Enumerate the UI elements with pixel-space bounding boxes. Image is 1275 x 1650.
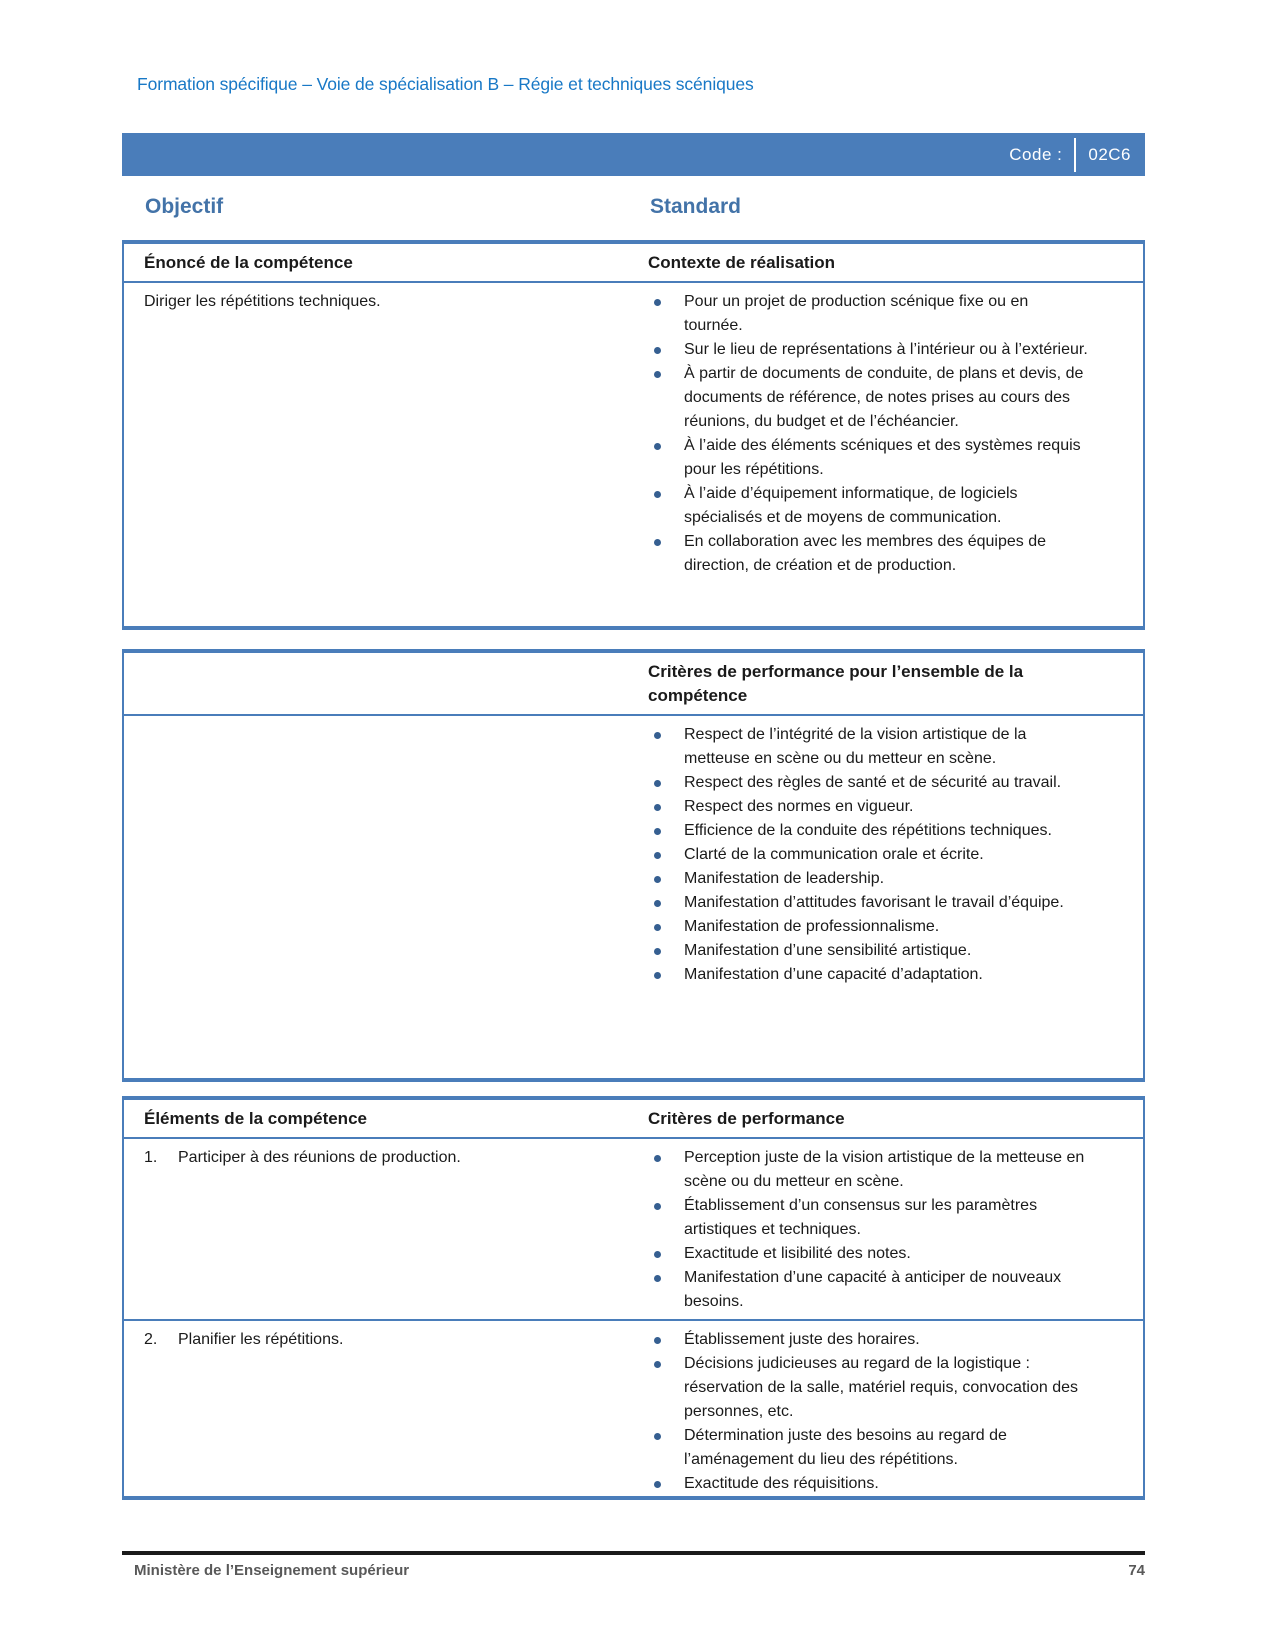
element-row-1 <box>124 1139 1143 1319</box>
bullet-icon <box>648 1424 684 1472</box>
criteres-ensemble-bullet-list <box>648 723 1088 987</box>
bullet-icon <box>648 290 684 338</box>
bullet-text: Sur le lieu de représentations à l’intérieur ou à l’extérieur. <box>684 341 1088 358</box>
bullet-item <box>648 915 1088 939</box>
table-header-row <box>124 653 1143 716</box>
bullet-text: Manifestation de leadership. <box>684 870 885 887</box>
bullet-icon <box>648 530 684 578</box>
bullet-text: Exactitude des réquisitions. <box>684 1475 879 1492</box>
bullet-item <box>648 1472 1088 1496</box>
criteres-ensemble-table <box>122 649 1145 1082</box>
bullet-item <box>648 1146 1088 1194</box>
bullet-item <box>648 482 1088 530</box>
bullet-icon <box>648 939 684 963</box>
bullet-item <box>648 795 1088 819</box>
enonce-contexte-table <box>122 240 1145 630</box>
bullet-item <box>648 771 1088 795</box>
bullet-icon <box>648 843 684 867</box>
table-body-row <box>124 716 1143 993</box>
bullet-item <box>648 1242 1088 1266</box>
header-enonce-competence: Énoncé de la compétence <box>144 253 353 272</box>
bullet-item <box>648 867 1088 891</box>
bullet-item <box>648 891 1088 915</box>
bullet-icon <box>648 915 684 939</box>
code-value: 02C6 <box>1088 144 1131 164</box>
bullet-item <box>648 362 1088 434</box>
standard-column-title: Standard <box>650 195 742 218</box>
bullet-text: Perception juste de la vision artistique de la metteuse en scène ou du metteur en scène. <box>684 1149 1085 1190</box>
bullet-text: Respect des normes en vigueur. <box>684 798 914 815</box>
bullet-item <box>648 723 1088 771</box>
bullet-item <box>648 434 1088 482</box>
element-item <box>144 1146 636 1170</box>
bullet-text: Respect des règles de santé et de sécurité au travail. <box>684 774 1062 791</box>
bullet-item <box>648 1352 1088 1424</box>
bullet-icon <box>648 963 684 987</box>
header-criteres-ensemble: Critères de performance pour l’ensemble de la compétence <box>648 662 1024 705</box>
elements-criteres-table <box>122 1096 1145 1500</box>
bullet-item <box>648 939 1088 963</box>
header-criteres-performance: Critères de performance <box>648 1109 845 1128</box>
bullet-text: Clarté de la communication orale et écrite. <box>684 846 984 863</box>
bullet-text: Efficience de la conduite des répétitions techniques. <box>684 822 1052 839</box>
bullet-text: Manifestation d’une sensibilité artistique. <box>684 942 972 959</box>
bullet-text: Établissement juste des horaires. <box>684 1331 920 1348</box>
bullet-text: Manifestation d’attitudes favorisant le travail d’équipe. <box>684 894 1064 911</box>
bullet-item <box>648 819 1088 843</box>
criteres-bullet-list <box>648 1146 1088 1314</box>
footer-ministry-label: Ministère de l’Enseignement supérieur <box>134 1562 410 1579</box>
breadcrumb: Formation spécifique – Voie de spécialisation B – Régie et techniques scéniques <box>137 74 754 94</box>
bullet-icon <box>648 1328 684 1352</box>
bullet-icon <box>648 434 684 482</box>
bullet-item <box>648 530 1088 578</box>
bullet-icon <box>648 771 684 795</box>
bullet-icon <box>648 891 684 915</box>
bullet-item <box>648 843 1088 867</box>
bullet-item <box>648 1194 1088 1242</box>
table-body-row <box>124 283 1143 584</box>
bullet-item <box>648 1266 1088 1314</box>
element-text: Participer à des réunions de production. <box>178 1149 461 1166</box>
bullet-item <box>648 290 1088 338</box>
bullet-icon <box>648 1472 684 1496</box>
table-header-row <box>124 244 1143 283</box>
bullet-text: Exactitude et lisibilité des notes. <box>684 1245 911 1262</box>
bullet-icon <box>648 362 684 434</box>
bullet-item <box>648 1424 1088 1472</box>
bullet-item <box>648 338 1088 362</box>
competence-statement: Diriger les répétitions techniques. <box>144 293 381 310</box>
footer-rule <box>122 1551 1145 1555</box>
header-elements-competence: Éléments de la compétence <box>144 1109 367 1128</box>
code-banner <box>122 133 1145 176</box>
bullet-item <box>648 1328 1088 1352</box>
bullet-icon <box>648 795 684 819</box>
bullet-text: À partir de documents de conduite, de plans et devis, de documents de référence, de notes prises au cours des réunions, du budget et de l’échéancier. <box>684 365 1084 430</box>
bullet-text: En collaboration avec les membres des équipes de direction, de création et de production. <box>684 533 1046 574</box>
page-number: 74 <box>1128 1562 1145 1579</box>
bullet-text: Respect de l’intégrité de la vision artistique de la metteuse en scène ou du metteur en scène. <box>684 726 1027 767</box>
code-divider <box>1074 138 1076 172</box>
header-contexte-realisation: Contexte de réalisation <box>648 253 836 272</box>
bullet-icon <box>648 1242 684 1266</box>
element-item <box>144 1328 636 1352</box>
bullet-text: Manifestation d’une capacité d’adaptation. <box>684 966 983 983</box>
bullet-text: Décisions judicieuses au regard de la logistique : réservation de la salle, matériel requis, convocation des personnes, etc. <box>684 1355 1078 1420</box>
bullet-icon <box>648 1194 684 1242</box>
bullet-text: À l’aide des éléments scéniques et des systèmes requis pour les répétitions. <box>684 437 1081 478</box>
bullet-icon <box>648 338 684 362</box>
bullet-icon <box>648 867 684 891</box>
page-footer <box>122 1562 1145 1579</box>
element-number: 1. <box>144 1149 158 1166</box>
bullet-icon <box>648 1146 684 1194</box>
element-text: Planifier les répétitions. <box>178 1331 344 1348</box>
bullet-item <box>648 963 1088 987</box>
element-number: 2. <box>144 1331 158 1348</box>
bullet-text: Établissement d’un consensus sur les paramètres artistiques et techniques. <box>684 1197 1038 1238</box>
code-label: Code : <box>1009 144 1063 164</box>
bullet-icon <box>648 1266 684 1314</box>
bullet-icon <box>648 723 684 771</box>
bullet-text: Pour un projet de production scénique fixe ou en tournée. <box>684 293 1029 334</box>
contexte-bullet-list <box>648 290 1088 578</box>
bullet-text: Manifestation d’une capacité à anticiper de nouveaux besoins. <box>684 1269 1062 1310</box>
bullet-icon <box>648 1352 684 1424</box>
bullet-text: Manifestation de professionnalisme. <box>684 918 940 935</box>
table-header-row <box>124 1100 1143 1139</box>
bullet-text: Détermination juste des besoins au regard de l’aménagement du lieu des répétitions. <box>684 1427 1007 1468</box>
element-row-2 <box>124 1319 1143 1500</box>
objectif-column-title: Objectif <box>145 195 224 218</box>
bullet-icon <box>648 819 684 843</box>
bullet-text: À l’aide d’équipement informatique, de logiciels spécialisés et de moyens de communication. <box>684 485 1018 526</box>
bullet-icon <box>648 482 684 530</box>
criteres-bullet-list <box>648 1328 1088 1496</box>
